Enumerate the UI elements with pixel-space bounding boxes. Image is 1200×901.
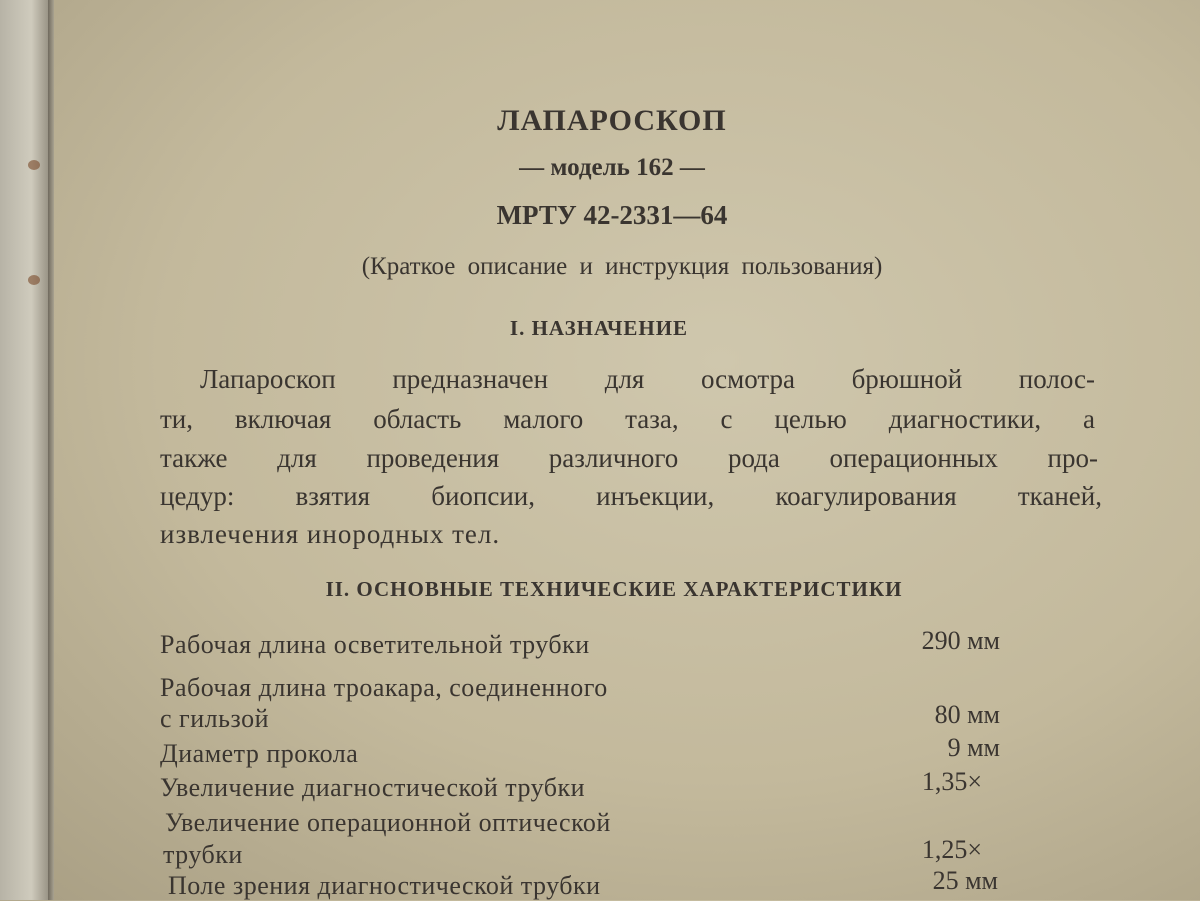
section-heading-specs: II. ОСНОВНЫЕ ТЕХНИЧЕСКИЕ ХАРАКТЕРИСТИКИ — [325, 577, 903, 601]
spec-label-cont: трубки — [163, 840, 243, 869]
spec-label: Увеличение диагностической трубки — [160, 773, 586, 802]
spec-label: Диаметр прокола — [160, 739, 359, 768]
spec-value: 80 мм — [934, 700, 1000, 729]
paragraph-line: Лапароскоп предназначен для осмотра брюшной полос- — [200, 364, 1095, 394]
document-title: ЛАПАРОСКОП — [497, 104, 727, 137]
paragraph-line: ти, включая область малого таза, с целью диагностики, а — [160, 404, 1095, 434]
model-line: — модель 162 — — [519, 154, 705, 181]
spec-label: Увеличение операционной оптической — [165, 808, 611, 837]
spec-label-cont: с гильзой — [160, 704, 269, 733]
standard-number: МРТУ 42-2331—64 — [496, 200, 728, 230]
subtitle: (Краткое описание и инструкция пользования) — [361, 253, 883, 280]
spec-value: 290 мм — [921, 626, 1000, 655]
spec-value: 25 мм — [932, 866, 998, 895]
spec-value: 9 мм — [947, 733, 1000, 762]
paragraph-line: извлечения инородных тел. — [160, 519, 501, 549]
paragraph-line: цедур: взятия биопсии, инъекции, коагулирования тканей, — [160, 481, 1102, 511]
paragraph-line: также для проведения различного рода операционных про- — [160, 443, 1098, 473]
section-heading-purpose: I. НАЗНАЧЕНИЕ — [509, 316, 689, 340]
spec-label: Рабочая длина троакара, соединенного — [160, 673, 608, 702]
spec-label: Рабочая длина осветительной трубки — [160, 630, 590, 659]
spec-value: 1,25× — [921, 835, 982, 864]
spec-value: 1,35× — [921, 767, 982, 796]
spec-label: Поле зрения диагностической трубки — [168, 871, 601, 900]
